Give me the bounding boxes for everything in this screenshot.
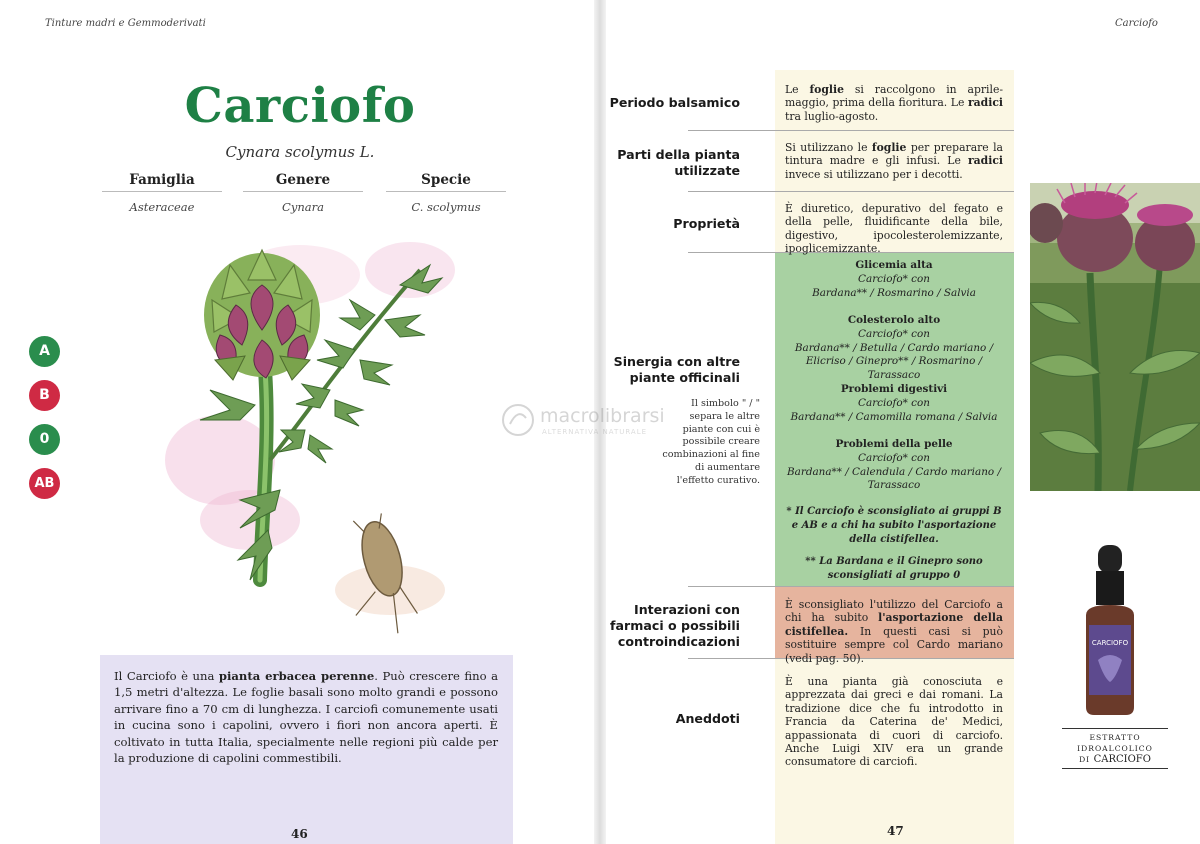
taxonomy-value: C. scolymus [411,200,481,214]
watermark-logo [500,400,700,440]
page-number-left: 46 [291,827,308,841]
synergy-block-colesterolo [785,314,1003,383]
taxonomy-label: Famiglia [102,172,222,192]
artichoke-illustration [160,230,470,640]
tincture-bottle [1080,545,1140,715]
synergy-plants: Bardana** / Betulla / Cardo mariano / Elicriso / Ginepro** / Rosmarino / Tarassaco [794,341,994,382]
taxonomy-genere [243,172,363,214]
symbol-note: Il simbolo " / " separa le altre piante con cui è possibile creare combinazioni al fine di aumentare l'effetto curativo. [662,398,760,486]
synergy-with: Carciofo* con [858,327,930,340]
taxonomy-label: Specie [386,172,506,192]
synergy-heading: Colesterolo alto [847,314,941,326]
synergy-block-glicemia [785,259,1003,300]
running-head-right: Carciofo [1115,18,1158,29]
label-parti-pianta: Parti della pianta utilizzate [617,147,740,178]
interazioni-text: È sconsigliato l'utilizzo del Carciofo a chi ha subito l'asportazione della cistifellea. In questi casi si può sostituire sempre col Cardo mariano (vedi pag. 50). [785,598,1004,665]
parti-text: Si utilizzano le foglie per preparare la tintura madre e gli infusi. Le radici invece si utilizzano per i decotti. [785,141,1003,181]
label-periodo-balsamico: Periodo balsamico [609,95,740,110]
bottle-label: CARCIOFO [1091,639,1129,647]
periodo-text: Le foglie si raccolgono in aprile-maggio, prima della fioritura. Le radici tra luglio-agosto. [785,83,1003,123]
taxonomy-label: Genere [243,172,363,192]
plant-description: Il Carciofo è una pianta erbacea perenne. Può crescere fino a 1,5 metri d'altezza. Le foglie basali sono molto grandi e possono arrivare fino a 70 cm di lunghezza. I carciofi comunemente usati in cucina sono i capolini, ovvero i fiori non ancora aperti. È coltivato in tutta Italia, specialmente nelle regioni più calde per la produzione di capolini commestibili. [114,669,499,766]
aneddoti-text: È una pianta già conosciuta e apprezzata dai greci e dai romani. La tradizione dice che fu introdotto in Francia da Caterina de' Medici, appassionata di cuori di carciofo. Anche Luigi XIV era un grande consumatore di carciofi. [785,675,1003,769]
label-aneddoti: Aneddoti [675,711,740,726]
synergy-footnote-2: ** La Bardana e il Ginepro sono sconsigliati al gruppo 0 [805,556,983,581]
page-title: Carciofo [184,78,416,134]
page-number-right: 47 [887,824,904,838]
synergy-footnote-1: * Il Carciofo è sconsigliato ai gruppi B e AB e a chi ha subito l'asportazione della cistifellea. [786,506,1002,545]
running-head-left: Tinture madri e Gemmoderivati [45,18,206,29]
synergy-plants: Bardana** / Rosmarino / Salvia [812,286,976,299]
blood-group-a-badge: A [29,336,60,367]
blood-group-0-badge: 0 [29,424,60,455]
label-proprieta: Proprietà [673,216,740,231]
taxonomy-famiglia [102,172,222,214]
blood-group-ab-badge: AB [29,468,60,499]
synergy-heading: Glicemia alta [855,259,933,271]
synergy-with: Carciofo* con [858,451,930,464]
artichoke-photo [1030,183,1200,491]
watermark-tagline: ALTERNATIVA NATURALE [542,428,648,436]
synergy-plants: Bardana** / Camomilla romana / Salvia [790,410,998,423]
row-divider [688,191,1014,192]
label-sinergia: Sinergia con altre piante officinali [613,354,740,385]
blood-group-b-badge: B [29,380,60,411]
synergy-plants: Bardana** / Calendula / Cardo mariano / Tarassaco [787,465,1001,492]
bottle-caption: ESTRATTO IDROALCOLICO DI CARCIOFO [1062,728,1168,769]
taxonomy-specie [386,172,506,214]
row-divider [688,586,1014,587]
synergy-with: Carciofo* con [858,272,930,285]
synergy-block-digestivi [785,383,1003,424]
synergy-heading: Problemi della pelle [835,438,953,450]
taxonomy-value: Asteraceae [129,200,195,214]
taxonomy-value: Cynara [282,200,324,214]
latin-name: Cynara scolymus L. [225,143,375,161]
label-interazioni: Interazioni con farmaci o possibili controindicazioni [610,602,740,649]
row-divider [688,130,1014,131]
watermark-brand: macrolibrarsi [540,405,665,427]
synergy-with: Carciofo* con [858,396,930,409]
synergy-block-pelle [785,438,1003,493]
proprieta-text: È diuretico, depurativo del fegato e della pelle, fluidificante della bile, digestivo, ipocolesterolemizzante, ipoglicemizzante. [785,202,1003,256]
synergy-heading: Problemi digestivi [840,383,948,395]
